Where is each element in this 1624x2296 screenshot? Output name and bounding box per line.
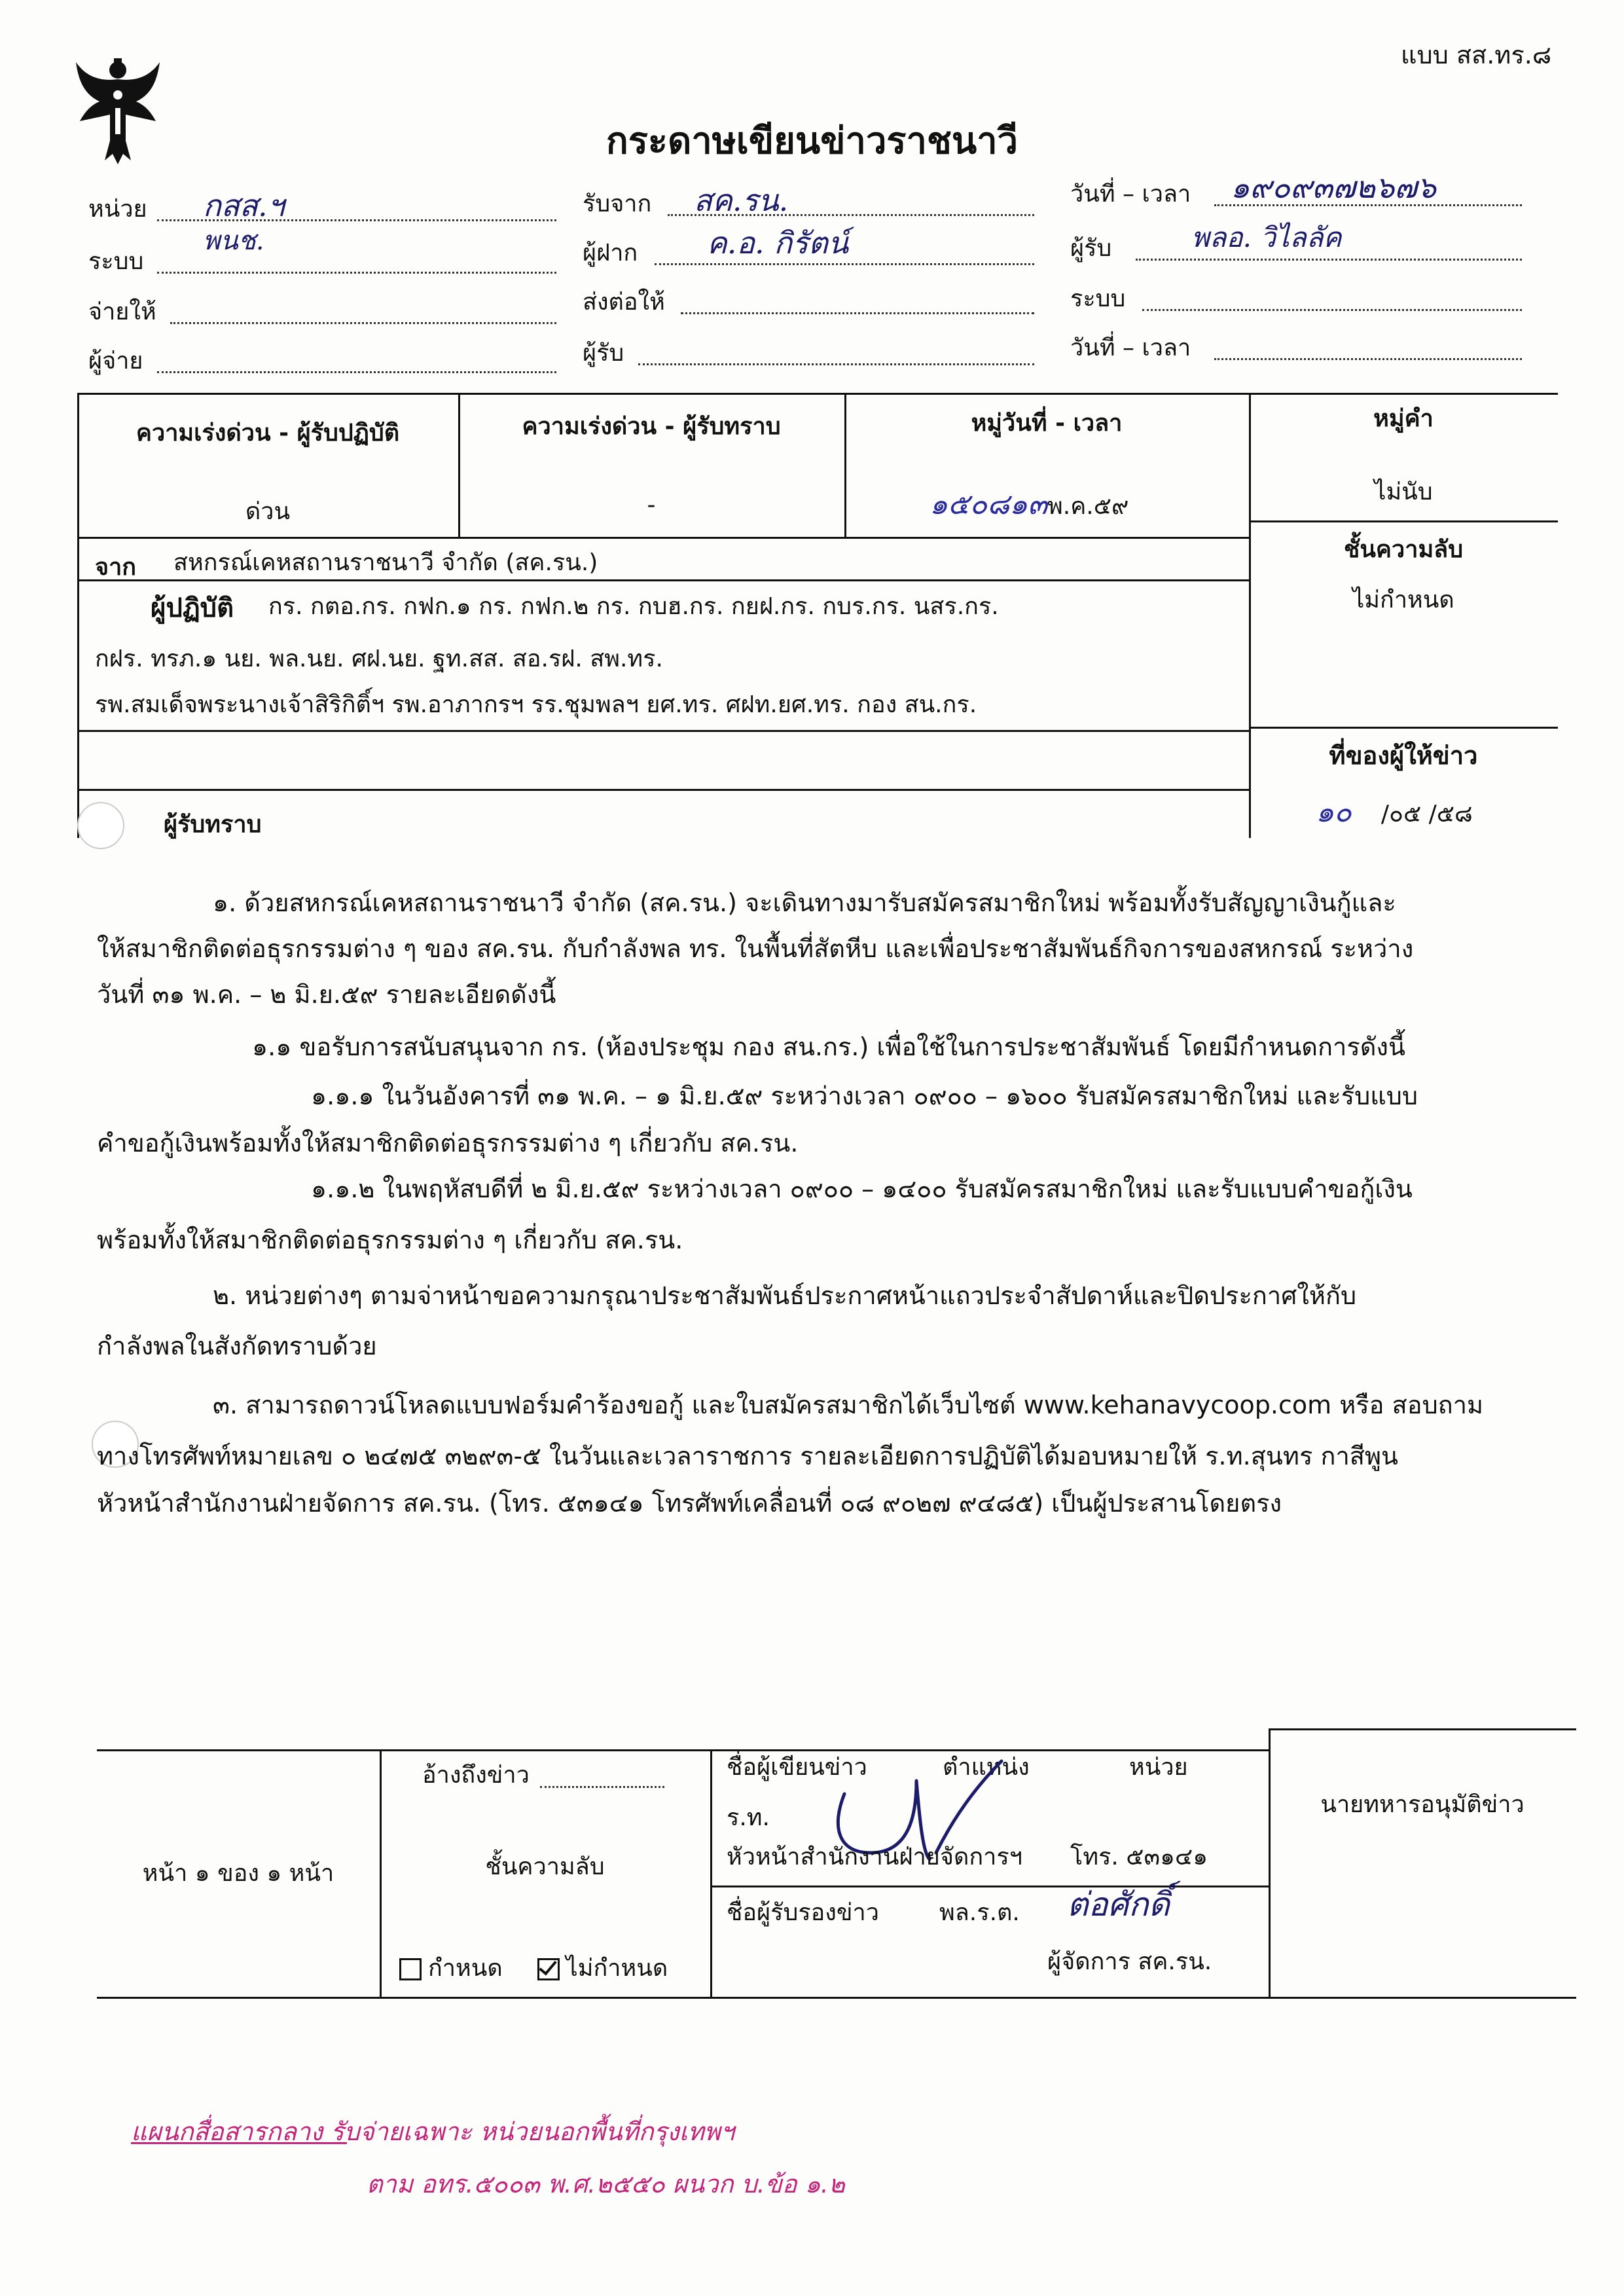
unit-value: กสส.ฯ (203, 188, 285, 223)
stamp-underline (131, 2142, 347, 2144)
position-label: ตำแหน่ง (943, 1754, 1030, 1781)
action-recipients-line1: กร. กตอ.กร. กฟก.๑ กร. กฟก.๒ กร. กบฮ.กร. กยฝ.กร. กบร.กร. นสร.กร. (268, 593, 999, 620)
body-paragraph-1-1-1-line-2: คำขอกู้เงินพร้อมทั้งให้สมาชิกติดต่อธุรกรรมต่าง ๆ เกี่ยวกับ สค.รน. (97, 1129, 799, 1157)
dispatch-stamp-line-1: แผนกสื่อสารกลาง รับจ่ายเฉพาะ หน่วยนอกพื้นที่กรุงเทพฯ (131, 2117, 735, 2146)
urgency-info-header: ความเร่งด่วน - ผู้รับทราบ (522, 413, 781, 440)
recipient-value: พลอ. วิไลลัค (1191, 221, 1342, 253)
certifier-rank: พล.ร.ต. (939, 1899, 1020, 1926)
system-value: พนช. (203, 226, 264, 256)
datetime2-field-line[interactable] (1214, 358, 1522, 360)
punch-hole (77, 802, 124, 849)
action-recipients-line3: รพ.สมเด็จพระนางเจ้าสิริกิติ์ฯ รพ.อาภากรฯ รร.ชุมพลฯ ยศ.ทร. ศฝท.ยศ.ทร. กอง สน.กร. (95, 691, 977, 718)
depositor-label: ผู้ฝาก (583, 240, 638, 266)
writer-position: หัวหน้าสำนักงานฝ่ายจัดการฯ (727, 1844, 1022, 1870)
sender-ref-hand: ๑๐ (1316, 795, 1352, 829)
recipient-label: ผู้รับ (1070, 235, 1112, 262)
urgency-action-header: ความเร่งด่วน - ผู้รับปฏิบัติ (135, 420, 400, 446)
classification-header: ชั้นความลับ (1343, 536, 1464, 563)
datetime-label: วันที่ – เวลา (1070, 181, 1191, 208)
body-paragraph-3-line-1: ๓. สามารถดาวน์โหลดแบบฟอร์มคำร้องขอกู้ และใบสมัครสมาชิกได้เว็บไซต์ www.kehanavycoop.com หรือ สอบถาม (213, 1391, 1484, 1419)
unit-column-label: หน่วย (1129, 1754, 1188, 1781)
datetime-value: ๑๙๐๙๓๗๒๖๗๖ (1231, 170, 1437, 205)
system2-label: ระบบ (1070, 285, 1126, 312)
action-recipients-label: ผู้ปฏิบัติ (151, 593, 234, 623)
forward-to-field-line[interactable] (681, 312, 1034, 314)
receiver-field-line[interactable] (638, 363, 1034, 365)
body-paragraph-1-line-1: ๑. ด้วยสหกรณ์เคหสถานราชนาวี จำกัด (สค.รน.) จะเดินทางมารับสมัครสมาชิกใหม่ พร้อมทั้งรับสัญญาเงินกู้และ (213, 888, 1396, 917)
body-paragraph-1-1: ๑.๑ ขอรับการสนับสนุนจาก กร. (ห้องประชุม กอง สน.กร.) เพื่อใช้ในการประชาสัมพันธ์ โดยมีกำหนดการดังนี้ (252, 1032, 1405, 1061)
approver-label: นายทหารอนุมัติข่าว (1320, 1791, 1525, 1818)
urgency-info-value: - (647, 492, 656, 519)
footer-classification-label: ชั้นความลับ (485, 1853, 605, 1880)
defined-checkbox[interactable] (399, 1958, 422, 1980)
receiver-label: ผู้รับ (583, 340, 624, 367)
body-paragraph-2-line-2: กำลังพลในสังกัดทราบด้วย (97, 1332, 377, 1360)
classification-value: ไม่กำหนด (1352, 587, 1454, 613)
reference-field-line[interactable] (540, 1786, 664, 1788)
body-paragraph-1-1-2-line-1: ๑.๑.๒ ในพฤหัสบดีที่ ๒ มิ.ย.๕๙ ระหว่างเวลา ๐๙๐๐ – ๑๔๐๐ รับสมัครสมาชิกใหม่ และรับแบบคำขอกู้เงิน (311, 1175, 1413, 1203)
body-paragraph-1-line-3: วันที่ ๓๑ พ.ค. – ๒ มิ.ย.๕๙ รายละเอียดดังนี้ (97, 980, 556, 1009)
sender-ref-header: ที่ของผู้ให้ข่าว (1329, 741, 1478, 770)
body-paragraph-1-line-2: ให้สมาชิกติดต่อธุรกรรมต่าง ๆ ของ สค.รน. กับกำลังพล ทร. ในพื้นที่สัตหีบ และเพื่อประชาสัมพันธ์กิจการของสหกรณ์ ระหว่าง (97, 934, 1414, 963)
payer-field-line[interactable] (157, 371, 556, 373)
pay-to-field-line[interactable] (170, 322, 556, 324)
datetime-group-header: หมู่วันที่ - เวลา (971, 410, 1123, 437)
word-count-header: หมู่คำ (1373, 405, 1434, 432)
page-number: หน้า ๑ ของ ๑ หน้า (142, 1860, 334, 1887)
certifier-signature: ต่อศักดิ์ (1067, 1886, 1170, 1923)
body-paragraph-1-1-1-line-1: ๑.๑.๑ ในวันอังคารที่ ๓๑ พ.ค. – ๑ มิ.ย.๕๙ ระหว่างเวลา ๐๙๐๐ – ๑๖๐๐ รับสมัครสมาชิกใหม่ และรับแบบ (311, 1082, 1418, 1110)
received-from-value: สค.รน. (694, 183, 789, 218)
pay-to-label: จ่ายให้ (88, 299, 156, 325)
sender-ref-value (1316, 789, 1473, 835)
forward-to-label: ส่งต่อให้ (583, 289, 665, 316)
system-field-line[interactable] (157, 272, 556, 274)
body-paragraph-1-1-2-line-2: พร้อมทั้งให้สมาชิกติดต่อธุรกรรมต่าง ๆ เกี่ยวกับ สค.รน. (97, 1226, 683, 1254)
defined-option-label: กำหนด (428, 1955, 503, 1982)
system2-field-line[interactable] (1142, 309, 1522, 311)
dispatch-stamp-line-2: ตาม อทร.๕๐๐๓ พ.ศ.๒๕๕๐ ผนวก บ.ข้อ ๑.๒ (367, 2170, 845, 2198)
info-recipients-label: ผู้รับทราบ (164, 811, 262, 838)
datetime-group-print: พ.ค.๕๙ (1047, 493, 1129, 520)
body-paragraph-3-line-2: ทางโทรศัพท์หมายเลข ๐ ๒๔๗๕ ๓๒๙๓-๕ ในวันและเวลาราชการ รายละเอียดการปฏิบัติได้มอบหมายให้ ร.ท.สุนทร กาสีพูน (97, 1442, 1399, 1470)
action-recipients-line2: กฝร. ทรภ.๑ นย. พล.นย. ศฝ.นย. ฐท.สส. สอ.รฝ. สพ.ทร. (95, 646, 663, 672)
undefined-option-label: ไม่กำหนด (566, 1955, 668, 1982)
undefined-checkbox[interactable] (537, 1958, 560, 1980)
certifier-position: ผู้จัดการ สค.รน. (1047, 1948, 1212, 1975)
classification-options (399, 1954, 668, 1982)
writer-rank: ร.ท. (727, 1804, 770, 1831)
writer-phone: โทร. ๕๓๑๔๑ (1070, 1844, 1208, 1870)
word-count-value: ไม่นับ (1374, 479, 1433, 505)
depositor-value: ค.อ. กิรัตน์ (707, 225, 849, 261)
from-value: สหกรณ์เคหสถานราชนาวี จำกัด (สค.รน.) (173, 549, 598, 576)
received-from-label: รับจาก (583, 191, 652, 217)
payer-label: ผู้จ่าย (88, 348, 143, 374)
datetime2-label: วันที่ – เวลา (1070, 335, 1191, 361)
datetime-group-value (929, 481, 1128, 527)
unit-label: หน่วย (88, 196, 147, 223)
reference-label: อ้างถึงข่าว (422, 1762, 530, 1789)
urgency-action-value: ด่วน (245, 498, 291, 525)
from-label: จาก (95, 554, 137, 581)
form-code: แบบ สส.ทร.๘ (1401, 41, 1552, 69)
form-title: กระดาษเขียนข่าวราชนาวี (605, 120, 1019, 162)
system-label: ระบบ (88, 248, 144, 275)
body-paragraph-2-line-1: ๒. หน่วยต่างๆ ตามจ่าหน้าขอความกรุณาประชาสัมพันธ์ประกาศหน้าแถวประจำสัปดาห์และปิดประกาศให้กับ (213, 1281, 1357, 1310)
writer-label: ชื่อผู้เขียนข่าว (727, 1754, 867, 1781)
datetime-group-hand: ๑๕๐๘๑๓ (929, 488, 1048, 521)
certifier-label: ชื่อผู้รับรองข่าว (727, 1899, 879, 1926)
sender-ref-print: /๐๕ /๕๘ (1380, 801, 1473, 828)
body-paragraph-3-line-3: หัวหน้าสำนักงานฝ่ายจัดการ สค.รน. (โทร. ๕๓๑๔๑ โทรศัพท์เคลื่อนที่ ๐๘ ๙๐๒๗ ๙๔๘๕) เป็นผู้ประสานโดยตรง (97, 1489, 1282, 1518)
